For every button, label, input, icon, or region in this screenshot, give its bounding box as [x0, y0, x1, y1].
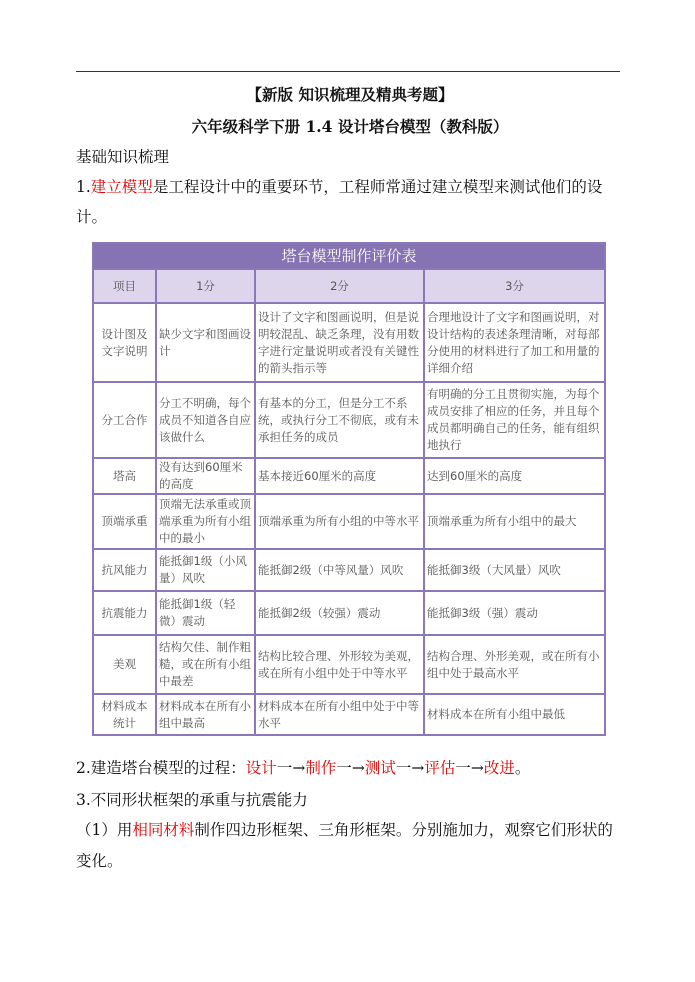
item-text: 2.建造塔台模型的过程：: [76, 759, 246, 777]
col-header: 1分: [156, 269, 255, 303]
table-cell: 能抵御1级（轻微）震动: [156, 591, 255, 635]
table-cell: 设计了文字和图画说明，但是说明较混乱、缺乏条理，没有用数字进行定量说明或者没有关键性的箭头指示等: [255, 303, 424, 382]
item-1: [76, 172, 624, 202]
keyword: 建立模型: [90, 178, 153, 196]
table-row: [93, 591, 605, 635]
arrow-icon: 一→: [276, 759, 306, 777]
table-row: [93, 694, 605, 735]
table-header-row: [93, 269, 605, 303]
period: 。: [514, 759, 531, 777]
table-cell: 能抵御3级（强）震动: [424, 591, 605, 635]
evaluation-table: [92, 242, 606, 736]
item-2: [76, 753, 624, 783]
table-cell: 能抵御2级（中等风量）风吹: [255, 549, 424, 591]
process-step: 评估: [424, 759, 456, 777]
table-cell: 顶端承重为所有小组中的最大: [424, 494, 605, 549]
table-row: [93, 382, 605, 458]
table-title: 塔台模型制作评价表: [93, 243, 605, 269]
process-step: 设计: [245, 759, 277, 777]
table-row: [93, 549, 605, 591]
col-header: 项目: [93, 269, 156, 303]
arrow-icon: 一→: [455, 759, 484, 777]
table-cell: 能抵御1级（小风量）风吹: [156, 549, 255, 591]
item-text: （1）用: [76, 821, 133, 839]
table-cell: 材料成本在所有小组中处于中等水平: [255, 694, 424, 735]
table-row: [93, 494, 605, 549]
table-cell: 能抵御2级（较强）震动: [255, 591, 424, 635]
col-header: 3分: [424, 269, 605, 303]
col-header: 2分: [255, 269, 424, 303]
table-cell: 有明确的分工且贯彻实施，为每个成员安排了相应的任务，并且每个成员都明确自己的任务，能有组织地执行: [424, 382, 605, 458]
table-cell: 结构合理、外形美观，或在所有小组中处于最高水平: [424, 635, 605, 694]
subtitle: 六年级科学下册 1.4 设计塔台模型（教科版）: [191, 117, 509, 136]
table-cell: 结构比较合理、外形较为美观，或在所有小组中处于中等水平: [255, 635, 424, 694]
table-cell: 能抵御3级（大风量）风吹: [424, 549, 605, 591]
row-label: 美观: [93, 635, 156, 694]
table-cell: 材料成本在所有小组中最高: [156, 694, 255, 735]
row-label: 分工合作: [93, 382, 156, 458]
table-cell: 合理地设计了文字和图画说明，对设计结构的表述条理清晰，对每部分使用的材料进行了加工和用量的详细介绍: [424, 303, 605, 382]
row-label: 抗震能力: [93, 591, 156, 635]
table-cell: 顶端承重为所有小组的中等水平: [255, 494, 424, 549]
table-cell: 有基本的分工，但是分工不系统，或执行分工不彻底，或有未承担任务的成员: [255, 382, 424, 458]
table-row: [93, 458, 605, 494]
item-4-cont: 变化。: [76, 852, 123, 870]
table-cell: 顶端无法承重或顶端承重为所有小组中的最小: [156, 494, 255, 549]
item-4: [76, 815, 624, 845]
row-label: 顶端承重: [93, 494, 156, 549]
row-label: 设计图及文字说明: [93, 303, 156, 382]
section-heading: 基础知识梳理: [76, 148, 170, 166]
table-row: [93, 635, 605, 694]
table-cell: 结构欠佳、制作粗糙，或在所有小组中最差: [156, 635, 255, 694]
table-cell: 达到60厘米的高度: [424, 458, 605, 494]
header-rule: [76, 71, 620, 72]
row-label: 塔高: [93, 458, 156, 494]
row-label: 抗风能力: [93, 549, 156, 591]
table-cell: 材料成本在所有小组中最低: [424, 694, 605, 735]
row-label: 材料成本统计: [93, 694, 156, 735]
table-cell: 基本接近60厘米的高度: [255, 458, 424, 494]
table-row: [93, 303, 605, 382]
process-step: 测试: [364, 759, 396, 777]
table-cell: 缺少文字和图画设计: [156, 303, 255, 382]
table-cell: 没有达到60厘米的高度: [156, 458, 255, 494]
item-3: 3.不同形状框架的承重与抗震能力: [76, 791, 308, 809]
item-1-cont: 计。: [76, 208, 108, 226]
item-text: 制作四边形框架、三角形框架。分别施加力，观察它们形状的: [194, 821, 613, 839]
arrow-icon: 一→: [395, 759, 425, 777]
item-num: 1.: [76, 178, 91, 196]
table-cell: 分工不明确，每个成员不知道各自应该做什么: [156, 382, 255, 458]
keyword: 相同材料: [132, 821, 195, 839]
process-step: 改进: [483, 759, 515, 777]
bracket-title: 【新版 知识梳理及精典考题】: [246, 85, 454, 104]
process-step: 制作: [305, 759, 337, 777]
item-text: 是工程设计中的重要环节，工程师常通过建立模型来测试他们的设: [152, 178, 603, 196]
arrow-icon: 一→: [336, 759, 365, 777]
